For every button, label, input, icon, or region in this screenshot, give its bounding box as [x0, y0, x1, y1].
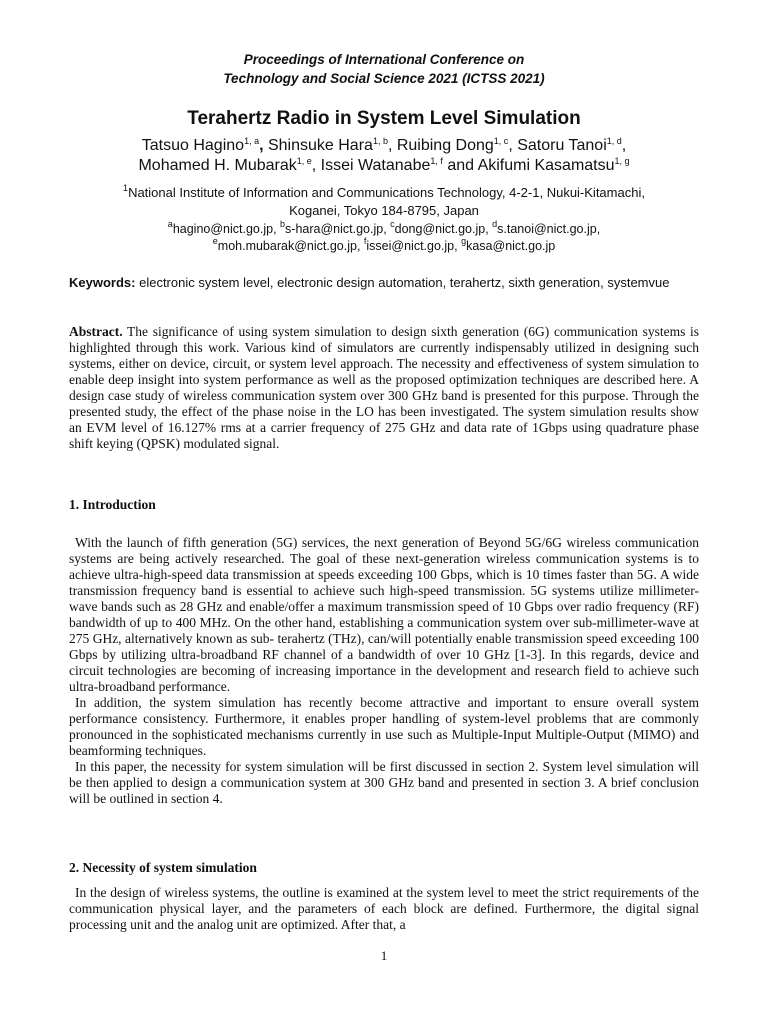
- email-link[interactable]: kasa@nict.go.jp: [466, 239, 556, 253]
- author-name: Tatsuo Hagino: [141, 137, 245, 154]
- author-name: Akifumi Kasamatsu: [477, 157, 615, 174]
- keywords: [69, 275, 699, 290]
- proceedings-header: [0, 50, 768, 88]
- affiliation-line-2: Koganei, Tokyo 184-8795, Japan: [289, 203, 479, 218]
- author-line-1: Tatsuo Hagino$^{1, a}$, Shinsuke Hara$^{1, b}$, Ruibing Dong$^{1, c}$, Satoru Tanoi$^{1, d}$,: [141, 136, 627, 154]
- email-link[interactable]: moh.mubarak@nict.go.jp: [217, 239, 357, 253]
- email-link[interactable]: s-hara@nict.go.jp: [285, 222, 384, 236]
- proceedings-line-2: Technology and Social Science 2021 (ICTSS 2021): [223, 71, 545, 86]
- paragraph: In this paper, the necessity for system simulation will be first discussed in section 2. System level simulation will be then applied to design a communication system at 300 GHz band and presented in section 3. A brief conclusion will be outlined in section 4.: [69, 759, 699, 806]
- introduction-body: [69, 535, 699, 807]
- abstract-text: The significance of using system simulation to design sixth generation (6G) communication systems is highlighted through this work. Various kind of simulators are currently indispensably utilized in designing such systems, either on device, circuit, or system level approach. The necessity and effectiveness of system simulation to enable deep insight into system performance as well as the proposed optimization techniques are described here. A design case study of wireless communication system over 300 GHz band is presented for this purpose. Through the presented study, the effect of the phase noise in the LO has been investigated. The system simulation results show an EVM level of 16.127% rms at a carrier frequency of 275 GHz and data rate of 1Gbps using quadrature phase shift keying (QPSK) modulated signal.: [69, 324, 699, 451]
- email-link[interactable]: dong@nict.go.jp: [394, 222, 486, 236]
- keywords-text: electronic system level, electronic design automation, terahertz, sixth generation, systemvue: [139, 275, 670, 290]
- abstract-label: Abstract.: [69, 324, 123, 339]
- author-name: Shinsuke Hara: [267, 137, 373, 154]
- author-sup: 1, f: [430, 156, 443, 166]
- paragraph: In the design of wireless systems, the outline is examined at the system level to meet the strict requirements of the communication physical layer, and the parameters of each block are defined. Furthermore, the digital signal processing unit and the analog unit are optimized. After that, a: [69, 885, 699, 932]
- author-sup: 1, a: [244, 136, 260, 146]
- author-line-2: Mohamed H. Mubarak$^{1, e}$, Issei Watanabe$^{1, f}$ and Akifumi Kasamatsu$^{1, g}$: [138, 156, 630, 174]
- author-sup: 1, e: [296, 156, 312, 166]
- section-2-body: [69, 885, 699, 933]
- email-link[interactable]: hagino@nict.go.jp: [172, 222, 274, 236]
- affiliation-sup: 1: [123, 183, 129, 193]
- paper-title: Terahertz Radio in System Level Simulation: [187, 108, 581, 129]
- author-sup: 1, b: [372, 136, 388, 146]
- author-list: [0, 136, 768, 176]
- paragraph: With the launch of fifth generation (5G) services, the next generation of Beyond 5G/6G wireless communication systems are being actively researched. The goal of these next-generation wireless communication systems is to achieve ultra-high-speed data transmission at speeds exceeding 100 Gbps, which is 10 times faster than 5G. A wide transmission frequency band is essential to achieve such high-speed transmission. 5G systems utilize millimeter-wave bands such as 28 GHz and enable/offer a maximum transmission speed of 10 Gbps over radio frequency (RF) bandwidth of up to 400 MHz. On the other hand, establishing a communication system over sub-millimeter-wave at 275 GHz, alternatively known as sub- terahertz (THz), can/will potentially enable transmission speed exceeding 100 Gbps by utilizing ultra-broadband RF channel of a bandwidth of over 10 GHz [1-3]. In this regards, device and circuit technologies are becoming of increasing importance in the development and research field to achieve such ultra-broadband performance.: [69, 535, 699, 694]
- author-name: Satoru Tanoi: [517, 137, 607, 154]
- paragraph: In addition, the system simulation has recently become attractive and important to ensure overall system performance consistency. Furthermore, it enables proper handling of system-level problems that are commonly pronounced in the sophisticated mechanisms currently in use such as Multiple-Input Multiple-Output (MIMO) and beamforming techniques.: [69, 695, 699, 758]
- abstract: [69, 324, 699, 452]
- email-link[interactable]: issei@nict.go.jp: [366, 239, 455, 253]
- email-link[interactable]: s.tanoi@nict.go.jp: [497, 222, 597, 236]
- author-sup: 1, g: [614, 156, 630, 166]
- email-list: [0, 221, 768, 255]
- email-line-1: $^a$hagino@nict.go.jp, $^b$s-hara@nict.go.jp, $^c$dong@nict.go.jp, $^d$s.tanoi@nict.go.jp,: [167, 219, 601, 236]
- author-name: Ruibing Dong: [396, 137, 494, 154]
- author-name: Mohamed H. Mubarak: [138, 157, 297, 174]
- page-number: 1: [380, 948, 388, 963]
- author-name: Issei Watanabe: [320, 157, 431, 174]
- affiliation-line-1: $^1$National Institute of Information and Communications Technology, 4-2-1, Nukui-Kitamachi,: [123, 183, 645, 200]
- section-heading-necessity: 2. Necessity of system simulation: [69, 860, 257, 875]
- keywords-label: Keywords:: [69, 275, 136, 290]
- section-heading-introduction: 1. Introduction: [69, 497, 156, 512]
- affiliation: [0, 184, 768, 220]
- email-line-2: $^e$moh.mubarak@nict.go.jp, $^f$issei@nict.go.jp, $^g$kasa@nict.go.jp: [212, 236, 556, 253]
- author-sup: 1, d: [606, 136, 622, 146]
- proceedings-line-1: Proceedings of International Conference on: [243, 52, 525, 67]
- author-sup: 1, c: [493, 136, 509, 146]
